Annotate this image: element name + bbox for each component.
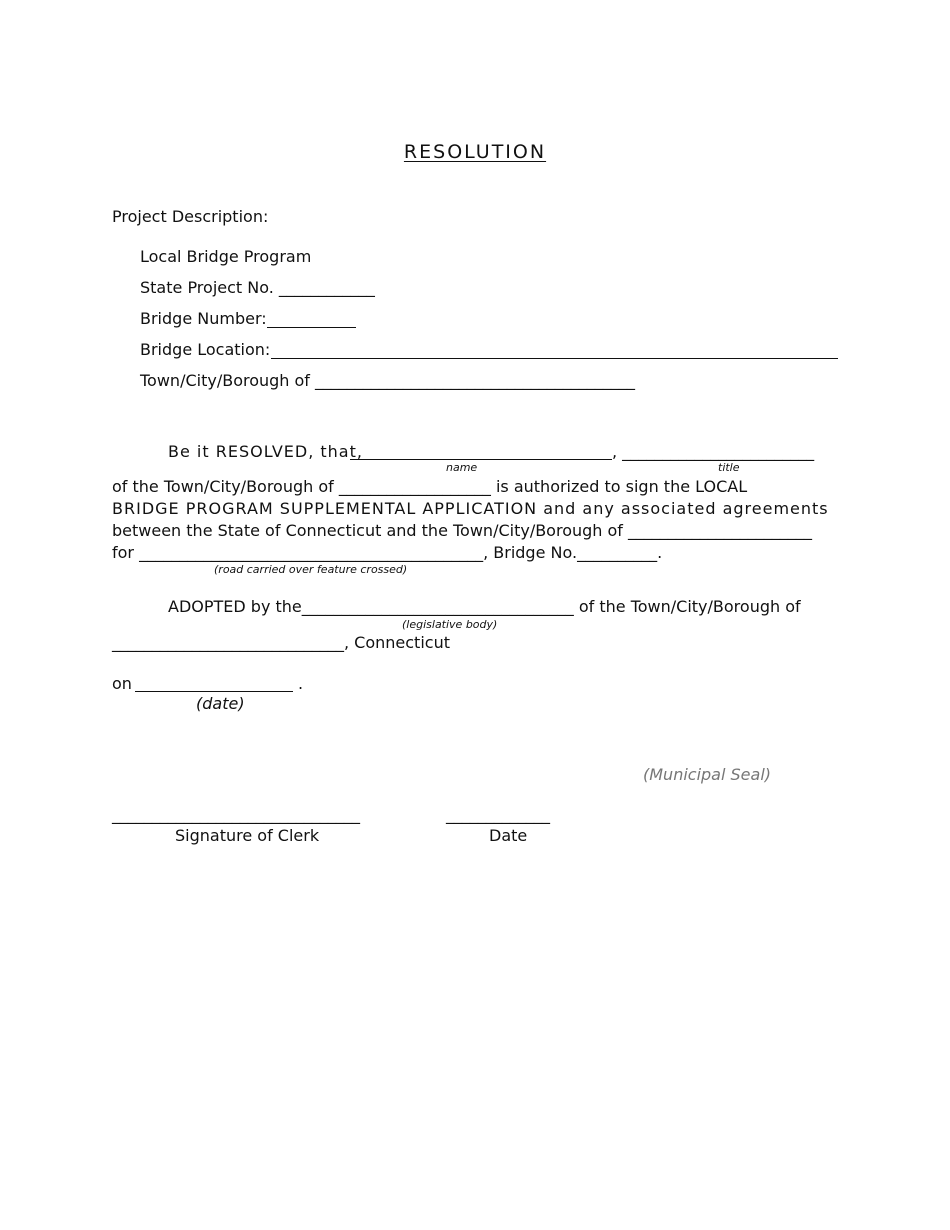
state-project-label: State Project No. ____________ xyxy=(140,278,375,297)
date-field[interactable] xyxy=(135,691,293,692)
signature-blank: _______________________________ xyxy=(112,805,360,824)
on-period: . xyxy=(298,674,304,693)
signature-date-label: Date xyxy=(489,826,528,845)
date-caption: (date) xyxy=(196,694,245,713)
title-caption: title xyxy=(718,461,740,474)
signature-label: Signature of Clerk xyxy=(175,826,320,845)
adopted-line-1: ADOPTED by the__________________________________ of the Town/City/Borough of xyxy=(168,597,801,616)
resolved-line-4: between the State of Connecticut and the Town/City/Borough of _______________________ xyxy=(112,521,813,540)
signature-date-blank: _____________ xyxy=(446,805,550,824)
bridge-number-field[interactable] xyxy=(267,327,356,328)
road-caption: (road carried over feature crossed) xyxy=(214,563,408,576)
legislative-caption: (legislative body) xyxy=(402,618,498,631)
municipal-seal-label: (Municipal Seal) xyxy=(643,765,771,784)
title-field-blank: , ________________________ xyxy=(612,442,815,461)
adopted-line-2: _____________________________, Connecticut xyxy=(112,633,450,652)
on-label: on xyxy=(112,674,132,693)
bridge-location-field[interactable] xyxy=(271,358,838,359)
page-title: RESOLUTION xyxy=(403,141,547,163)
resolved-line-5: for ___________________________________________, Bridge No.__________. xyxy=(112,543,663,562)
project-description-label: Project Description: xyxy=(112,207,269,226)
program-name: Local Bridge Program xyxy=(140,247,312,266)
bridge-number-label: Bridge Number: xyxy=(140,309,267,328)
resolved-line-2: of the Town/City/Borough of ___________________ is authorized to sign the LOCAL xyxy=(112,477,748,496)
town-label: Town/City/Borough of ________________________________________ xyxy=(140,371,636,390)
resolved-line-3: BRIDGE PROGRAM SUPPLEMENTAL APPLICATION and any associated agreements xyxy=(112,499,829,518)
resolved-intro: Be it RESOLVED, that, xyxy=(168,442,363,461)
name-field[interactable] xyxy=(350,459,612,460)
name-caption: name xyxy=(446,461,478,474)
bridge-location-label: Bridge Location: xyxy=(140,340,271,359)
